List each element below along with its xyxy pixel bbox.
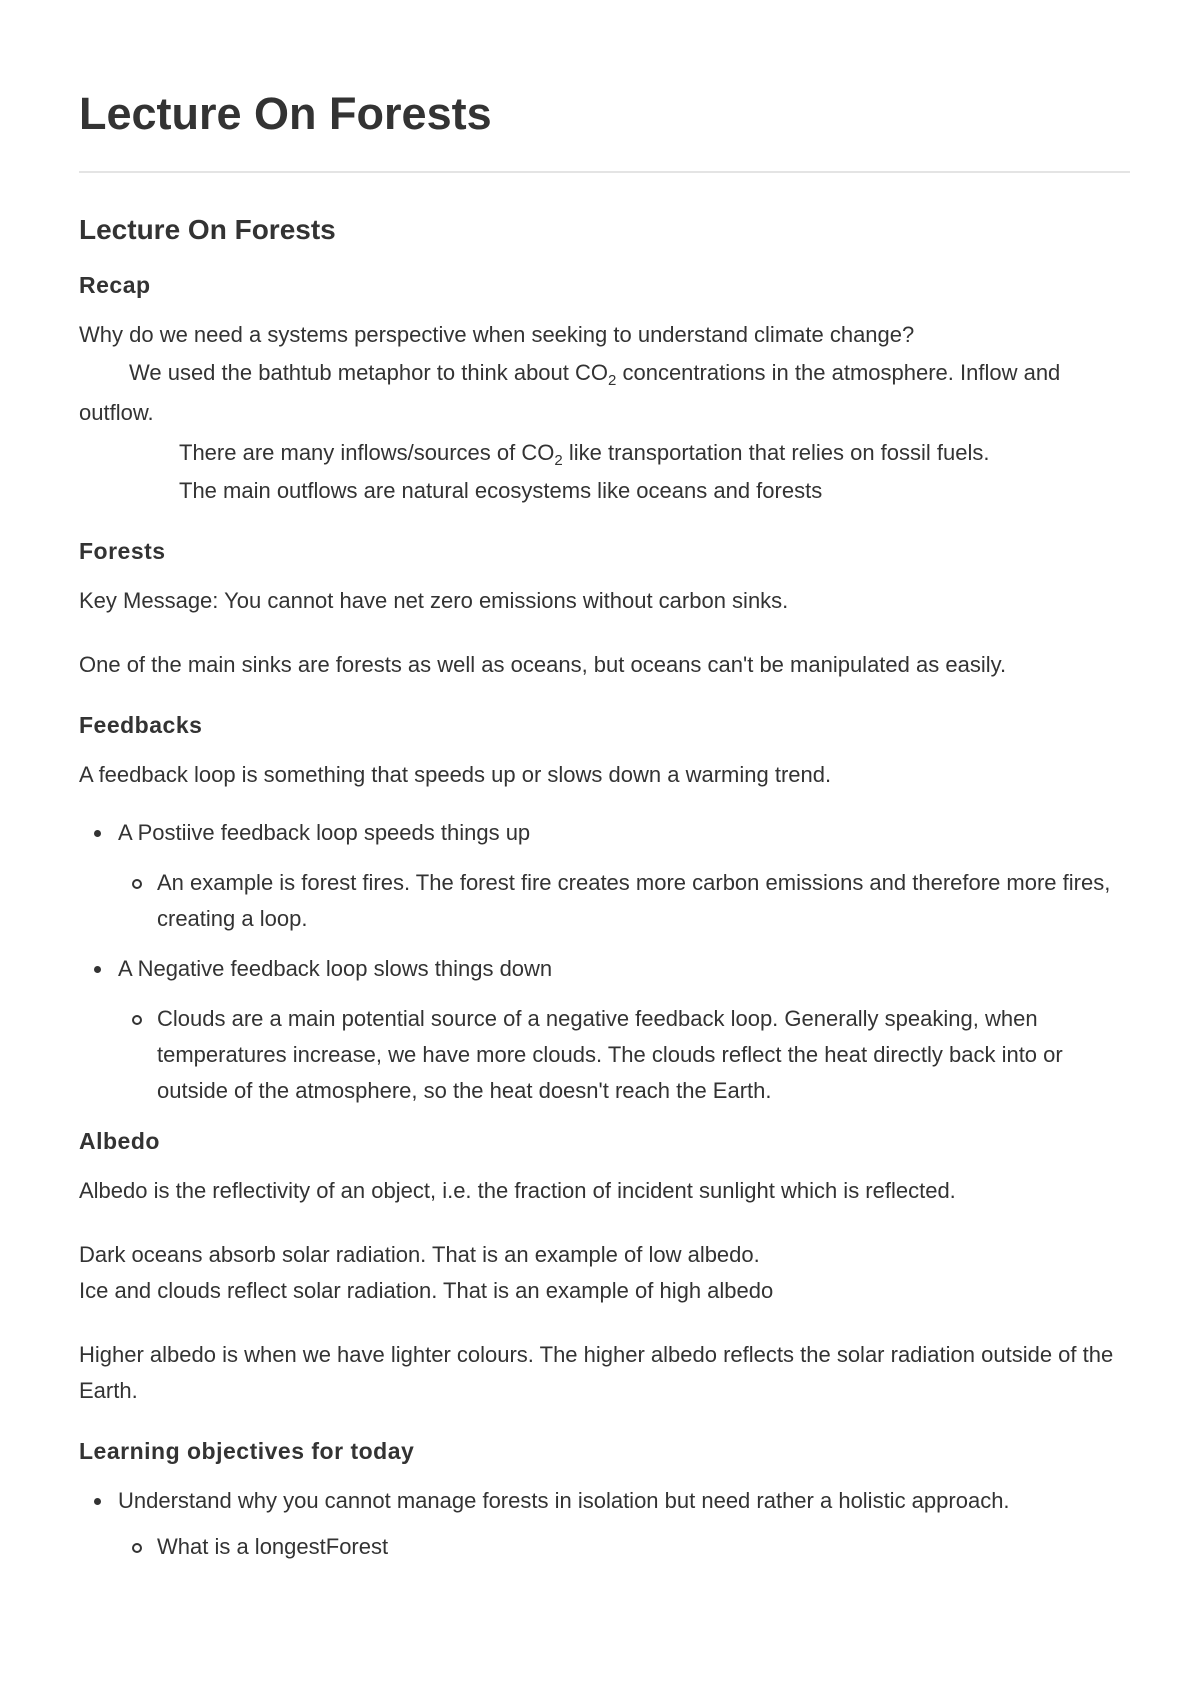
feedbacks-heading: Feedbacks	[79, 712, 203, 738]
feedbacks-list	[79, 815, 1130, 1109]
objectives-list	[79, 1483, 1130, 1565]
albedo-definition: Albedo is the reflectivity of an object, i.e. the fraction of incident sunlight which is reflected.	[79, 1178, 956, 1203]
recap-heading: Recap	[79, 272, 151, 298]
albedo-low: Dark oceans absorb solar radiation. That is an example of low albedo.	[79, 1242, 760, 1267]
bullet-disc-icon	[94, 830, 101, 837]
albedo-higher: Higher albedo is when we have lighter colours. The higher albedo reflects the solar radiation outside of the Earth.	[79, 1342, 1114, 1403]
list-item: A Negative feedback loop slows things down Clouds are a main potential source of a negative feedback loop. Generally speaking, when temperatures increase, we have more clouds. The clouds reflect the heat directly back into or outside of the atmosphere, so the heat doesn't reach the Earth.	[79, 951, 1130, 1109]
bullet-circle-icon	[132, 1543, 142, 1553]
bullet-circle-icon	[132, 879, 142, 889]
list-item: What is a longestForest	[118, 1529, 1130, 1565]
sub-list	[118, 1529, 1130, 1565]
page-title: Lecture On Forests	[79, 88, 492, 139]
objectives-heading: Learning objectives for today	[79, 1438, 415, 1464]
bullet-disc-icon	[94, 1498, 101, 1505]
recap-inflows: There are many inflows/sources of $CO_2$ like transportation that relies on fossil fuels.	[179, 440, 990, 469]
albedo-heading: Albedo	[79, 1128, 160, 1154]
sub-list	[118, 1001, 1130, 1109]
list-item: Clouds are a main potential source of a negative feedback loop. Generally speaking, when temperatures increase, we have more clouds. The clouds reflect the heat directly back into or outside of the atmosphere, so the heat doesn't reach the Earth.	[118, 1001, 1130, 1109]
bullet-disc-icon	[94, 966, 101, 973]
list-item: Understand why you cannot manage forests in isolation but need rather a holistic approach. What is a longestForest	[79, 1483, 1130, 1565]
albedo-high: Ice and clouds reflect solar radiation. That is an example of high albedo	[79, 1278, 774, 1303]
recap-bathtub: We used the bathtub metaphor to think about $CO_2$ concentrations in the atmosphere. Inflow and outflow.	[79, 360, 1061, 425]
feedbacks-intro: A feedback loop is something that speeds up or slows down a warming trend.	[79, 762, 832, 787]
section-title: Lecture On Forests	[79, 214, 336, 245]
recap-question: Why do we need a systems perspective when seeking to understand climate change?	[79, 322, 915, 347]
forests-sinks: One of the main sinks are forests as well as oceans, but oceans can't be manipulated as easily.	[79, 652, 1007, 677]
forests-heading: Forests	[79, 538, 166, 564]
bullet-circle-icon	[132, 1015, 142, 1025]
sub-list	[118, 865, 1130, 937]
forests-key-message: Key Message: You cannot have net zero emissions without carbon sinks.	[79, 588, 789, 613]
recap-outflows: The main outflows are natural ecosystems like oceans and forests	[179, 478, 823, 503]
list-item: A Postiive feedback loop speeds things up An example is forest fires. The forest fire creates more carbon emissions and therefore more fires, creating a loop.	[79, 815, 1130, 937]
title-divider	[79, 171, 1130, 173]
list-item: An example is forest fires. The forest fire creates more carbon emissions and therefore more fires, creating a loop.	[118, 865, 1130, 937]
